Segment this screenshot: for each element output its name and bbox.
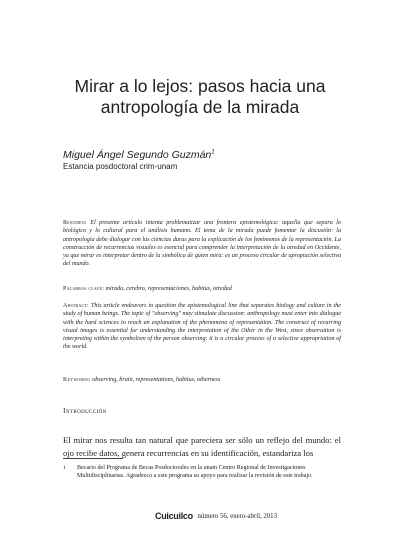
footnote-text: Becario del Programa de Becas Posdoctorales en la unam Centro Regional de Investigaciones Multidisciplinarias. Agradezco a este programa su apoyo para realizar la revisión de este trabajo. bbox=[77, 465, 313, 480]
keywords-label: Keywords: bbox=[63, 377, 91, 384]
keywords-text: observing, brain, representations, habitus, otherness bbox=[92, 377, 221, 384]
keywords-block bbox=[63, 376, 341, 384]
footnote-divider bbox=[63, 458, 123, 459]
article-title-line-1: Mirar a lo lejos: pasos hacia una bbox=[74, 75, 326, 96]
footnote bbox=[63, 464, 341, 481]
intro-paragraph: El mirar nos resulta tan natural que pareciera ser sólo un reflejo del mundo: el ojo recibe datos, genera recurrencias en su identificación, estandariza los bbox=[63, 434, 341, 459]
abstract-text: This article endeavors to question the epistemological line that separates biology and culture in the study of human beings. The topic of "observing" may stimulate discussion: anthropology must enter into dialogue with the hard sciences to reach an explanation of the phenomena of representation. The construct of recurring visual images is essential for understanding the interpretation of the Other in the West, since observation is interpreting within the symbolism of the person observing: it is a circular process of a selective appropriation of the world. bbox=[63, 303, 341, 351]
journal-logo: Cuicuilco bbox=[155, 511, 193, 521]
resumen-block bbox=[63, 219, 341, 268]
publication-footer bbox=[155, 511, 277, 521]
author-footnote-mark: 1 bbox=[211, 149, 215, 156]
resumen-text: El presente artículo intenta problematizar una frontera epistemológica: aquella que separa lo biológico y lo cultural para el análisis humano. El tema de la mirada puede fomentar la discusión: la antropología debe dialogar con las ciencias duras para la explicación de los fenómenos de la representación. La construcción de recurrencias visuales es esencial para comprender la interpretación de la otredad en Occidente, ya que mirar es interpretar dentro de la simbólica de quien mira: es un proceso circular de apropiación selectiva del mundo. bbox=[63, 220, 341, 268]
palabras-clave-block bbox=[63, 285, 341, 293]
palabras-clave-text: mirada, cerebro, representaciones, habitus, otredad bbox=[105, 286, 232, 293]
article-title bbox=[40, 76, 360, 118]
footnote-mark: 1 bbox=[63, 465, 66, 471]
author-name-text: Miguel Ángel Segundo Guzmán bbox=[63, 149, 212, 161]
author-name bbox=[63, 149, 215, 161]
article-title-line-2: antropología de la mirada bbox=[100, 96, 300, 117]
palabras-clave-label: Palabras clave: bbox=[63, 286, 105, 293]
abstract-block bbox=[63, 302, 341, 351]
section-heading-introduccion: Introducción bbox=[63, 406, 107, 415]
abstract-label: Abstract: bbox=[63, 303, 89, 310]
author-affiliation: Estancia posdoctoral crim-unam bbox=[63, 162, 178, 171]
resumen-label: Resumen: bbox=[63, 220, 87, 227]
issue-info: número 56, enero-abril, 2013 bbox=[197, 513, 277, 520]
